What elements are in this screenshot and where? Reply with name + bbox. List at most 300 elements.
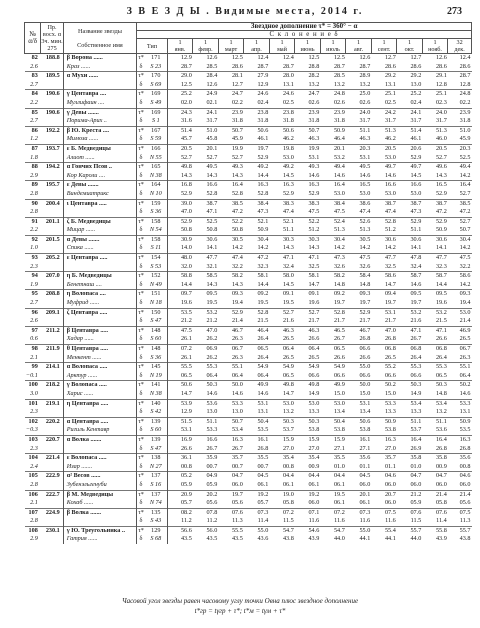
- value-cell: 51.1: [346, 126, 372, 135]
- header-month: 1 июль: [320, 39, 346, 54]
- value-cell: 53.0: [320, 399, 346, 408]
- value-cell: 19.7: [218, 490, 244, 499]
- value-cell: 14.5: [282, 280, 294, 288]
- value-cell: 06.9: [193, 345, 219, 354]
- value-cell: 12.7: [371, 54, 397, 63]
- table-row: [25, 463, 472, 472]
- table-row: [25, 372, 472, 381]
- value-degrees: 171: [145, 54, 167, 63]
- value-cell: 26.8: [435, 444, 447, 452]
- magnitude: 2.7: [30, 117, 38, 125]
- value-cell: 27.0: [384, 444, 396, 452]
- value-degrees: 141: [145, 381, 167, 390]
- value-cell: 13.2: [282, 408, 294, 416]
- value-cell: 29.2: [371, 72, 397, 81]
- value-cell: 26.1: [180, 335, 192, 343]
- value-cell: 47.5: [167, 326, 193, 335]
- value-cell: 52.7: [231, 153, 243, 161]
- value-cell: 38.5: [448, 199, 472, 208]
- value-cell: 26.5: [282, 353, 294, 361]
- value-cell: 46.2: [384, 135, 396, 143]
- star-number: 87: [25, 144, 41, 153]
- table-row: [25, 144, 472, 153]
- value-cell: 08.2: [167, 508, 193, 517]
- header-supplement: Звездное дополнение τ* = 360° − α: [137, 23, 472, 31]
- proper-name: Мицар ......: [63, 226, 136, 235]
- value-cell: 23.8: [244, 108, 270, 117]
- value-cell: 50.6: [244, 126, 270, 135]
- star-number: 88: [25, 163, 41, 172]
- value-cell: 50.6: [269, 126, 295, 135]
- value-cell: 14.4: [257, 171, 269, 179]
- proper-name: Виндемиатрикс: [63, 190, 136, 199]
- value-cell: 00.8: [459, 462, 471, 470]
- value-cell: 07.2: [320, 508, 346, 517]
- value-cell: 52.6: [346, 217, 372, 226]
- value-cell: 00.7: [231, 462, 243, 470]
- value-cell: 07.3: [244, 508, 270, 517]
- star-name: ε Б. Медведицы: [63, 144, 136, 153]
- proper-name: Краз ......: [63, 63, 136, 72]
- value-type: τ*: [138, 417, 144, 425]
- value-cell: 09.3: [218, 290, 244, 299]
- value-degrees: S 59: [145, 135, 167, 144]
- value-cell: 26.6: [308, 335, 320, 343]
- value-cell: 47.7: [193, 254, 219, 263]
- value-cell: 43.8: [282, 535, 294, 543]
- value-cell: 58.2: [218, 272, 244, 281]
- star-name: ι Центавра .....: [63, 199, 136, 208]
- value-cell: 13.2: [333, 80, 345, 88]
- value-cell: 51.0: [193, 126, 219, 135]
- value-cell: 55.0: [346, 363, 372, 372]
- value-type: δ: [139, 262, 143, 270]
- value-cell: 14.6: [257, 389, 269, 397]
- star-number: 83: [25, 72, 41, 81]
- value-degrees: 158: [145, 235, 167, 244]
- star-name: β Центавра .....: [63, 326, 136, 335]
- value-cell: 11.2: [181, 517, 192, 525]
- value-cell: 06.8: [422, 345, 448, 354]
- magnitude: 2.9: [30, 171, 38, 179]
- right-ascension: 224.9: [41, 508, 63, 517]
- value-cell: 51.1: [282, 226, 294, 234]
- value-cell: 05.8: [435, 499, 447, 507]
- value-cell: 49.9: [244, 381, 270, 390]
- value-type: τ*: [138, 308, 144, 316]
- value-cell: 44.0: [333, 535, 345, 543]
- value-cell: 51.3: [333, 226, 345, 234]
- value-degrees: 159: [145, 199, 167, 208]
- right-ascension: 192.2: [41, 126, 63, 135]
- value-cell: 04.6: [371, 472, 397, 481]
- value-cell: 47.7: [422, 254, 448, 263]
- value-cell: 28.6: [231, 62, 243, 70]
- value-type: τ*: [138, 254, 144, 262]
- value-cell: 20.1: [193, 144, 219, 153]
- value-cell: 32.6: [359, 262, 371, 270]
- value-cell: 09.1: [295, 290, 321, 299]
- header-ra: Пр. восх. α 3ч. мин. 275: [41, 24, 63, 52]
- value-cell: 19.9: [218, 144, 244, 153]
- value-cell: 52.8: [231, 189, 243, 197]
- value-cell: 47.1: [295, 254, 321, 263]
- value-cell: 30.5: [218, 235, 244, 244]
- right-ascension-sub: [41, 499, 63, 508]
- value-cell: 16.4: [320, 181, 346, 190]
- value-cell: 02.6: [333, 98, 345, 106]
- value-degrees: 151: [145, 290, 167, 299]
- value-cell: 49.5: [193, 163, 219, 172]
- value-cell: 54.7: [320, 526, 346, 535]
- star-name: ζ Центавра .....: [63, 308, 136, 317]
- value-cell: 07.5: [448, 508, 472, 517]
- star-number: 98: [25, 345, 41, 354]
- value-cell: 09.3: [346, 290, 372, 299]
- value-cell: 06.7: [448, 345, 472, 354]
- proper-name: Хадар ......: [63, 335, 136, 344]
- right-ascension: 193.7: [41, 144, 63, 153]
- value-cell: 06.1: [359, 499, 371, 507]
- right-ascension-sub: [41, 445, 63, 454]
- value-cell: 06.8: [397, 345, 423, 354]
- value-degrees: 152: [145, 272, 167, 281]
- magnitude: 2.9: [30, 535, 38, 543]
- value-degrees: 139: [145, 435, 167, 444]
- value-cell: 28.9: [346, 72, 372, 81]
- value-cell: 30.3: [295, 235, 321, 244]
- value-cell: 09.3: [448, 290, 472, 299]
- value-cell: 53.3: [448, 399, 472, 408]
- value-cell: 06.4: [459, 371, 471, 379]
- star-number: 86: [25, 126, 41, 135]
- value-cell: 05.9: [410, 499, 422, 507]
- value-cell: 00.9: [435, 462, 447, 470]
- table-row: [25, 390, 472, 399]
- header-month: 1 февр.: [193, 39, 219, 54]
- value-cell: 51.3: [359, 226, 371, 234]
- value-degrees: S 11: [145, 244, 167, 253]
- value-cell: 09.4: [371, 290, 397, 299]
- value-cell: 52.7: [459, 189, 471, 197]
- value-cell: 16.3: [371, 435, 397, 444]
- header-month: 1 янв.: [167, 39, 193, 54]
- value-cell: 12.4: [448, 54, 472, 63]
- proper-name: [63, 81, 136, 90]
- value-degrees: S 69: [145, 81, 167, 90]
- value-cell: 26.6: [333, 353, 345, 361]
- value-cell: 58.8: [167, 272, 193, 281]
- value-cell: 55.0: [346, 526, 372, 535]
- value-cell: 12.5: [295, 54, 321, 63]
- magnitude: 2.7: [30, 80, 38, 88]
- table-row: [25, 190, 472, 199]
- value-cell: 32.2: [459, 262, 471, 270]
- header-month: 1 нояб.: [422, 39, 448, 54]
- value-cell: 46.5: [320, 326, 346, 335]
- value-cell: 21.2: [397, 490, 423, 499]
- value-cell: 52.7: [206, 153, 218, 161]
- value-cell: 46.1: [257, 135, 269, 143]
- value-cell: 06.8: [371, 345, 397, 354]
- value-cell: 53.6: [193, 399, 219, 408]
- magnitude: 2.3: [30, 262, 38, 270]
- value-cell: 05.8: [282, 499, 294, 507]
- value-cell: 32.4: [282, 262, 294, 270]
- value-cell: 47.4: [218, 254, 244, 263]
- value-cell: 14.2: [459, 244, 471, 252]
- right-ascension: 214.1: [41, 363, 63, 372]
- value-cell: 35.8: [422, 454, 448, 463]
- value-type: τ*: [138, 490, 144, 498]
- value-cell: 49.7: [371, 163, 397, 172]
- value-cell: 02.0: [180, 98, 192, 106]
- value-cell: 28.6: [410, 62, 422, 70]
- value-cell: 14.0: [180, 244, 192, 252]
- value-cell: 11.2: [206, 517, 218, 525]
- value-cell: 21.2: [180, 317, 192, 325]
- value-cell: 58.5: [193, 272, 219, 281]
- value-type: τ*: [138, 163, 144, 171]
- value-cell: 58.7: [397, 272, 423, 281]
- value-cell: 53.1: [359, 153, 371, 161]
- value-type: δ: [139, 98, 143, 106]
- value-cell: 28.7: [448, 72, 472, 81]
- magnitude: 2.2: [30, 98, 38, 106]
- value-cell: 50.3: [422, 381, 448, 390]
- value-cell: 11.3: [459, 517, 471, 525]
- value-cell: 09.7: [167, 290, 193, 299]
- value-degrees: N 38: [145, 172, 167, 181]
- value-cell: 11.5: [283, 517, 294, 525]
- proper-name: Алиот ......: [63, 154, 136, 163]
- value-cell: 35.5: [244, 454, 270, 463]
- value-cell: 12.5: [320, 54, 346, 63]
- value-cell: 51.3: [422, 126, 448, 135]
- table-row: [25, 481, 472, 490]
- value-cell: 24.3: [167, 108, 193, 117]
- value-cell: 16.6: [371, 181, 397, 190]
- value-cell: 14.1: [410, 244, 422, 252]
- value-cell: 14.8: [359, 280, 371, 288]
- value-degrees: S 23: [145, 63, 167, 72]
- value-cell: 24.1: [397, 108, 423, 117]
- value-cell: 19.4: [459, 299, 471, 307]
- value-cell: 52.9: [410, 153, 422, 161]
- value-cell: 30.6: [397, 235, 423, 244]
- value-degrees: 154: [145, 254, 167, 263]
- value-cell: 47.1: [269, 254, 295, 263]
- table-row: [25, 281, 472, 290]
- value-cell: 29.2: [397, 72, 423, 81]
- value-cell: 21.7: [384, 317, 396, 325]
- star-name: η Б. Медведицы: [63, 272, 136, 281]
- value-cell: 55.3: [397, 363, 423, 372]
- value-cell: 31.8: [333, 117, 345, 125]
- right-ascension-sub: [41, 390, 63, 399]
- value-cell: 26.5: [459, 335, 471, 343]
- value-cell: 53.5: [167, 308, 193, 317]
- star-number: 91: [25, 217, 41, 226]
- value-type: τ*: [138, 235, 144, 243]
- value-cell: 53.0: [359, 189, 371, 197]
- value-cell: 58.6: [448, 272, 472, 281]
- value-cell: 30.5: [346, 235, 372, 244]
- value-cell: 26.2: [206, 353, 218, 361]
- value-cell: 49.2: [244, 163, 270, 172]
- value-cell: 07.5: [371, 508, 397, 517]
- value-cell: 26.7: [333, 335, 345, 343]
- value-type: τ*: [138, 472, 144, 480]
- value-degrees: N 19: [145, 372, 167, 381]
- value-cell: 25.2: [167, 90, 193, 99]
- value-degrees: 139: [145, 417, 167, 426]
- right-ascension: 194.2: [41, 163, 63, 172]
- value-cell: 28.5: [206, 62, 218, 70]
- value-cell: 51.1: [397, 417, 423, 426]
- magnitude: 2.8: [30, 208, 38, 216]
- value-cell: 16.6: [397, 181, 423, 190]
- value-cell: 02.3: [435, 98, 447, 106]
- value-cell: 47.1: [397, 326, 423, 335]
- value-cell: 11.6: [359, 517, 371, 525]
- value-cell: 26.9: [410, 444, 422, 452]
- value-cell: 02.4: [410, 98, 422, 106]
- value-cell: 49.8: [167, 163, 193, 172]
- value-cell: 50.9: [371, 417, 397, 426]
- header-name: Название звезды Собственное имя: [63, 23, 136, 54]
- value-cell: 14.3: [231, 171, 243, 179]
- value-cell: 47.5: [346, 254, 372, 263]
- value-cell: 52.7: [269, 308, 295, 317]
- magnitude: 2.3: [30, 408, 38, 416]
- value-cell: 50.7: [459, 226, 471, 234]
- value-cell: 47.2: [244, 254, 270, 263]
- value-type: δ: [139, 353, 143, 361]
- value-cell: 24.7: [218, 90, 244, 99]
- value-cell: 06.4: [295, 345, 321, 354]
- value-cell: 06.6: [359, 371, 371, 379]
- value-cell: 21.5: [257, 317, 269, 325]
- value-cell: 47.5: [333, 208, 345, 216]
- value-degrees: 145: [145, 363, 167, 372]
- value-cell: 49.3: [295, 163, 321, 172]
- value-cell: 06.0: [435, 480, 447, 488]
- value-degrees: N 54: [145, 226, 167, 235]
- value-cell: 04.7: [422, 472, 448, 481]
- value-cell: 19.6: [435, 299, 447, 307]
- value-cell: 00.8: [180, 462, 192, 470]
- value-cell: 50.7: [295, 126, 321, 135]
- value-cell: 47.0: [180, 208, 192, 216]
- value-cell: 02.6: [359, 98, 371, 106]
- value-cell: 55.3: [193, 363, 219, 372]
- proper-name: Харис ......: [63, 390, 136, 399]
- table-row: [25, 90, 472, 99]
- value-cell: 13.3: [384, 408, 396, 416]
- value-cell: 16.1: [346, 435, 372, 444]
- star-number: 94: [25, 272, 41, 281]
- value-degrees: S 36: [145, 354, 167, 363]
- value-cell: 53.5: [257, 426, 269, 434]
- value-cell: 50.9: [320, 126, 346, 135]
- page-number: 273: [447, 6, 462, 17]
- value-type: δ: [139, 317, 143, 325]
- value-cell: 28.4: [193, 72, 219, 81]
- value-cell: 21.6: [282, 317, 294, 325]
- value-type: δ: [139, 80, 143, 88]
- value-cell: 15.0: [359, 389, 371, 397]
- star-number: 93: [25, 254, 41, 263]
- value-cell: 24.7: [295, 90, 321, 99]
- value-cell: 09.5: [397, 290, 423, 299]
- value-cell: 53.2: [333, 153, 345, 161]
- value-cell: 52.8: [257, 189, 269, 197]
- star-number: 101: [25, 399, 41, 408]
- right-ascension-sub: [41, 63, 63, 72]
- value-cell: 46.4: [333, 135, 345, 143]
- table-row: [25, 235, 472, 244]
- value-cell: 15.9: [269, 435, 295, 444]
- value-cell: 53.0: [384, 153, 396, 161]
- value-cell: 19.5: [282, 299, 294, 307]
- value-cell: 12.9: [257, 80, 269, 88]
- proper-name: Муфрид ......: [63, 299, 136, 308]
- value-cell: 14.7: [282, 389, 294, 397]
- star-number: 89: [25, 181, 41, 190]
- value-type: δ: [139, 171, 143, 179]
- value-cell: 19.8: [269, 144, 295, 153]
- table-row: [25, 199, 472, 208]
- star-name: α Мухи ......: [63, 72, 136, 81]
- proper-name: Гатрия ......: [63, 535, 136, 544]
- value-cell: 19.7: [244, 144, 270, 153]
- value-cell: 55.8: [422, 526, 448, 535]
- value-cell: 38.5: [218, 199, 244, 208]
- table-row: [25, 263, 472, 272]
- right-ascension: 205.2: [41, 254, 63, 263]
- star-name: ε Волопаса .....: [63, 454, 136, 463]
- value-cell: 55.3: [422, 363, 448, 372]
- value-cell: 35.9: [193, 454, 219, 463]
- value-type: δ: [139, 517, 143, 525]
- value-cell: 13.1: [257, 408, 269, 416]
- value-cell: 14.8: [333, 280, 345, 288]
- value-cell: 25.2: [397, 90, 423, 99]
- right-ascension: 188.8: [41, 54, 63, 63]
- value-cell: 09.5: [193, 290, 219, 299]
- value-cell: 19.5: [206, 299, 218, 307]
- value-cell: 47.3: [320, 254, 346, 263]
- value-cell: 55.5: [218, 526, 244, 535]
- value-cell: 31.7: [435, 117, 447, 125]
- proper-name: Арктур ......: [63, 372, 136, 381]
- value-cell: 07.6: [218, 508, 244, 517]
- value-cell: 35.4: [269, 454, 295, 463]
- value-cell: 13.1: [459, 408, 471, 416]
- value-degrees: 148: [145, 326, 167, 335]
- value-type: τ*: [138, 381, 144, 389]
- star-number: 84: [25, 90, 41, 99]
- star-name: α Девы .......: [63, 235, 136, 244]
- value-cell: 53.4: [422, 399, 448, 408]
- value-degrees: N 27: [145, 463, 167, 472]
- value-cell: 58.2: [320, 272, 346, 281]
- value-degrees: N 10: [145, 190, 167, 199]
- value-cell: 38.7: [397, 199, 423, 208]
- right-ascension: 211.9: [41, 345, 63, 354]
- value-cell: 46.1: [410, 135, 422, 143]
